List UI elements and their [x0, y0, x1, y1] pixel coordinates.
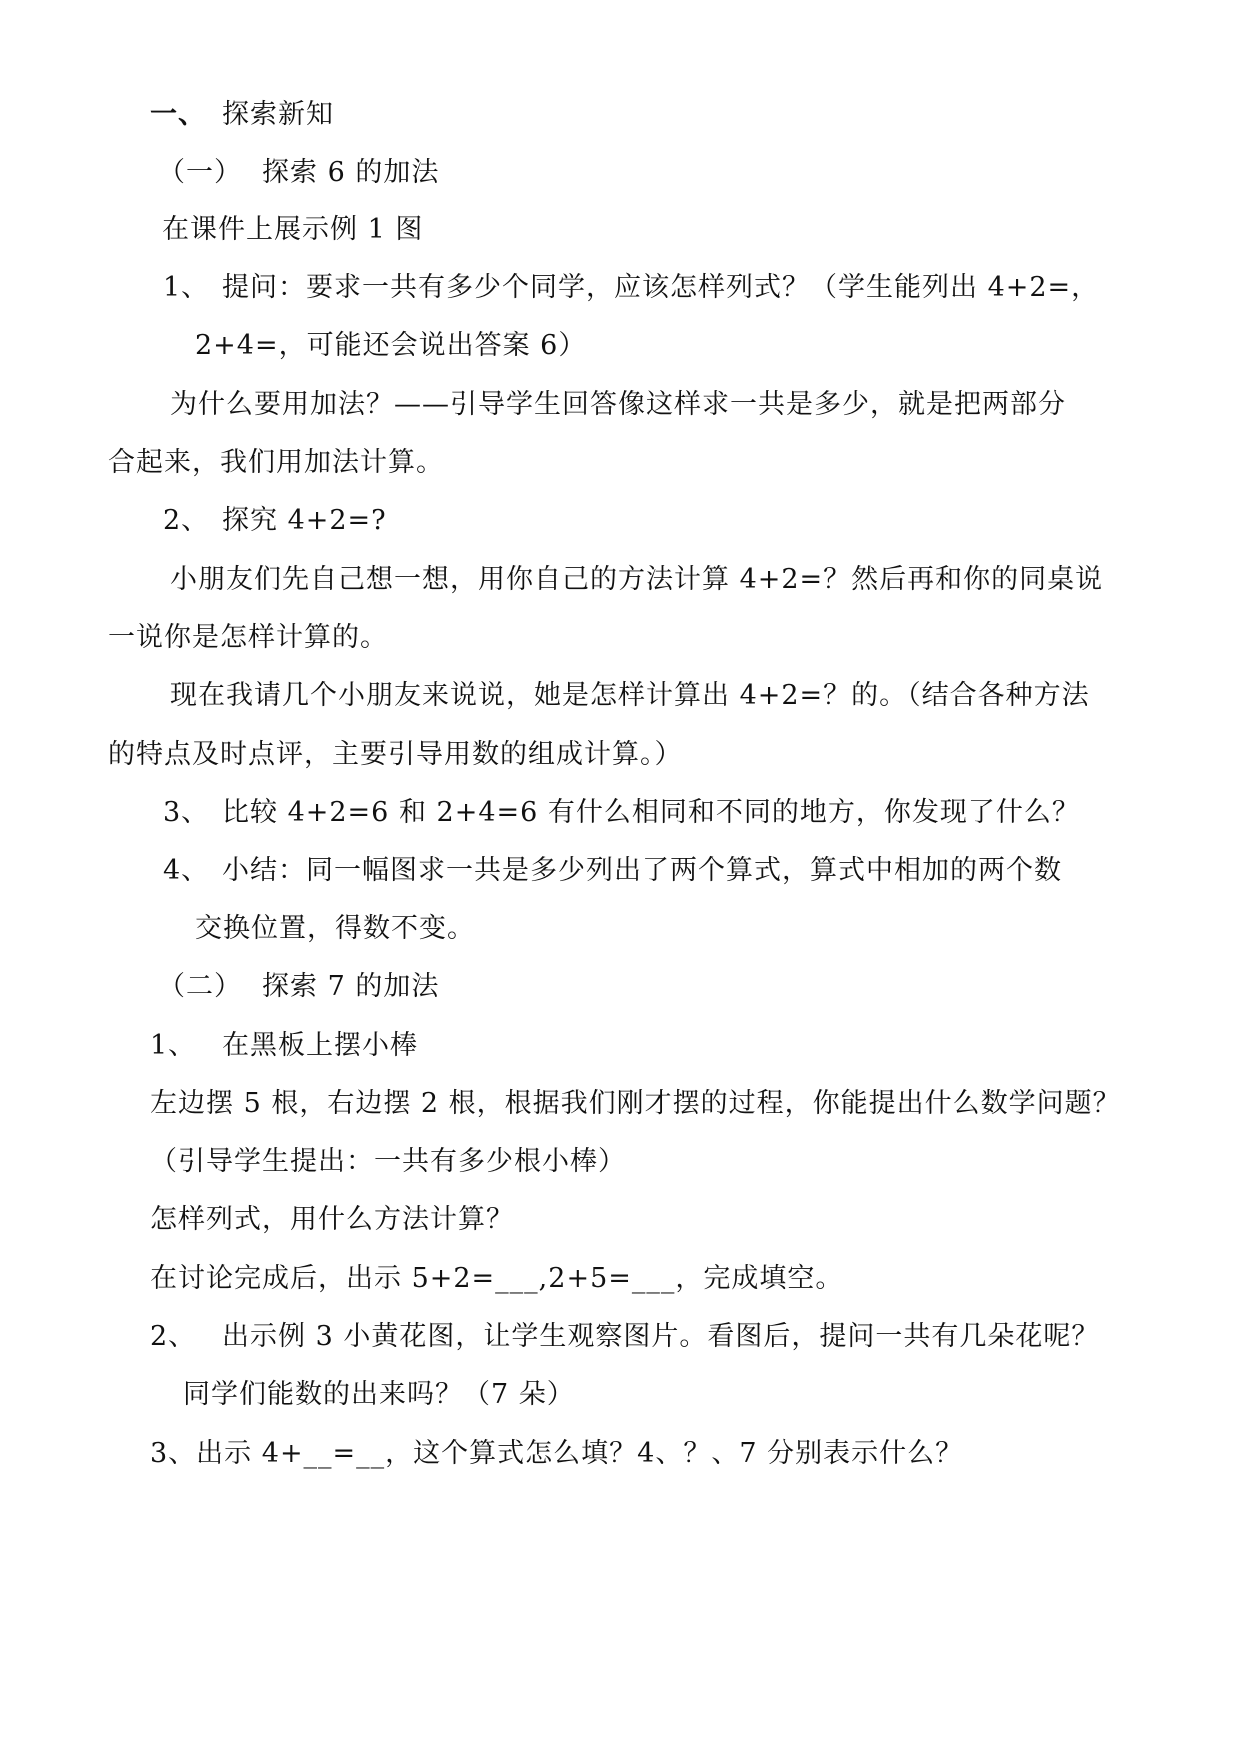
part1-para1-line2: 合起来，我们用加法计算。	[108, 447, 444, 478]
part1-title: 探索 6 的加法	[262, 157, 440, 188]
part2-item2-number: 2、	[150, 1321, 197, 1352]
section-heading	[150, 97, 206, 133]
part1-number: （一）	[158, 157, 242, 188]
part1-para1-line1: 为什么要用加法？——引导学生回答像这样求一共是多少，就是把两部分	[170, 389, 1066, 420]
part1-item4-number: 4、	[163, 855, 210, 886]
part2-item2-line1: 出示例 3 小黄花图，让学生观察图片。看图后，提问一共有几朵花呢？	[222, 1321, 1100, 1352]
part1-item3-number: 3、	[163, 797, 210, 828]
part2-item3: 3、出示 4+__=__，这个算式怎么填？4、？、7 分别表示什么？	[150, 1438, 964, 1469]
part1-item4-line2: 交换位置，得数不变。	[195, 913, 475, 944]
part2-para2: （引导学生提出：一共有多少根小棒）	[150, 1146, 626, 1177]
part1-para2-line1: 小朋友们先自己想一想，用你自己的方法计算 4+2=？然后再和你的同桌说	[170, 564, 1104, 595]
part1-item1-number: 1、	[163, 272, 210, 303]
part1-item2-number: 2、	[163, 505, 210, 536]
section-number: 一、	[150, 99, 206, 130]
part2-para3: 怎样列式，用什么方法计算？	[150, 1204, 514, 1235]
part1-item3-text: 比较 4+2=6 和 2+4=6 有什么相同和不同的地方，你发现了什么？	[222, 797, 1080, 828]
part1-intro: 在课件上展示例 1 图	[162, 214, 424, 245]
part2-para1: 左边摆 5 根，右边摆 2 根，根据我们刚才摆的过程，你能提出什么数学问题？	[150, 1088, 1121, 1119]
part1-item1-line1: 提问：要求一共有多少个同学，应该怎样列式？（学生能列出 4+2=，	[222, 272, 1100, 303]
part1-para3-line2: 的特点及时点评，主要引导用数的组成计算。）	[108, 739, 683, 770]
part2-title: 探索 7 的加法	[262, 971, 440, 1002]
part1-item1-line2: 2+4=，可能还会说出答案 6）	[195, 330, 587, 361]
part1-item2-text: 探究 4+2=?	[222, 505, 387, 536]
section-title: 探索新知	[222, 99, 334, 130]
part2-item2-line2: 同学们能数的出来吗？（7 朵）	[183, 1379, 575, 1410]
part1-item4-line1: 小结：同一幅图求一共是多少列出了两个算式，算式中相加的两个数	[222, 855, 1062, 886]
part2-para4: 在讨论完成后，出示 5+2=___,2+5=___，完成填空。	[150, 1263, 844, 1294]
part2-item1-text: 在黑板上摆小棒	[222, 1030, 418, 1061]
part2-item1-number: 1、	[150, 1030, 197, 1061]
part1-para2-line2: 一说你是怎样计算的。	[108, 622, 388, 653]
part2-number: （二）	[158, 971, 242, 1002]
part1-para3-line1: 现在我请几个小朋友来说说，她是怎样计算出 4+2=？的。（结合各种方法	[170, 680, 1090, 711]
